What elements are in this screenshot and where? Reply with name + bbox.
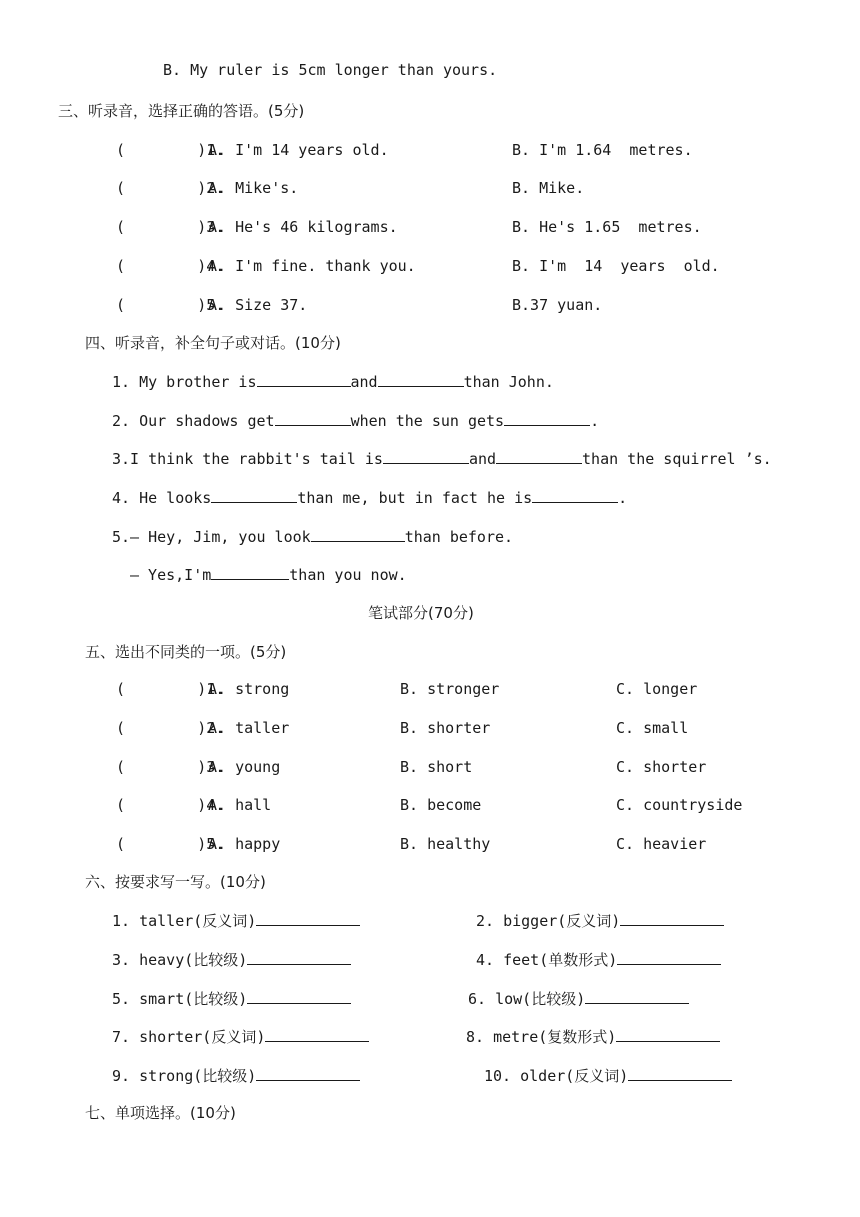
write-item-5: 5. smart(比较级) (112, 989, 351, 1009)
write-item-9: 9. strong(比较级) (112, 1066, 360, 1086)
write-item-4: 4. feet(单数形式) (476, 950, 721, 970)
section-4-title: 四、听录音，补全句子或对话。(10分) (85, 334, 341, 352)
section-3-title: 三、听录音，选择正确的答语。(5分) (58, 102, 305, 120)
section-5-title: 五、选出不同类的一项。(5分) (85, 643, 287, 661)
blank-field[interactable] (265, 1027, 369, 1042)
blank-field[interactable] (247, 950, 351, 965)
answer-bracket[interactable]: ( )3. (116, 758, 225, 776)
section-6-title: 六、按要求写一写。(10分) (85, 873, 266, 891)
option-b[interactable]: B. stronger (400, 680, 500, 698)
blank-field[interactable] (257, 372, 351, 387)
answer-bracket[interactable]: ( )3. (116, 218, 225, 236)
option-a[interactable]: A. strong (208, 680, 290, 698)
option-c[interactable]: C. countryside (616, 796, 743, 814)
blank-field[interactable] (256, 911, 360, 926)
option-b[interactable]: B. I'm 14 years old. (512, 257, 720, 275)
fill-sentence-1: 1. My brother is and than John. (112, 373, 554, 391)
blank-field[interactable] (585, 989, 689, 1004)
write-item-1: 1. taller(反义词) (112, 911, 360, 931)
blank-field[interactable] (275, 411, 351, 426)
fill-sentence-4: 4. He looks than me, but in fact he is . (112, 489, 628, 507)
write-item-10: 10. older(反义词) (484, 1066, 732, 1086)
option-b[interactable]: B. I'm 1.64 metres. (512, 141, 693, 159)
written-part-heading: 笔试部分(70分) (368, 604, 474, 622)
option-b[interactable]: B. He's 1.65 metres. (512, 218, 702, 236)
blank-field[interactable] (311, 527, 405, 542)
blank-field[interactable] (617, 950, 721, 965)
fill-sentence-2: 2. Our shadows get when the sun gets . (112, 412, 600, 430)
option-b[interactable]: B. short (400, 758, 473, 776)
option-b[interactable]: B. shorter (400, 719, 491, 737)
blank-field[interactable] (211, 488, 297, 503)
option-c[interactable]: C. small (616, 719, 689, 737)
option-b[interactable]: B. Mike. (512, 179, 585, 197)
blank-field[interactable] (383, 449, 469, 464)
section-7-title: 七、单项选择。(10分) (85, 1104, 236, 1122)
option-a[interactable]: A. hall (208, 796, 272, 814)
blank-field[interactable] (378, 372, 464, 387)
blank-field[interactable] (496, 449, 582, 464)
option-c[interactable]: C. longer (616, 680, 698, 698)
option-b[interactable]: B. become (400, 796, 482, 814)
previous-answer-option: B. My ruler is 5cm longer than yours. (163, 61, 498, 79)
option-a[interactable]: A. Mike's. (208, 179, 299, 197)
write-item-8: 8. metre(复数形式) (466, 1027, 720, 1047)
blank-field[interactable] (256, 1066, 360, 1081)
fill-dialogue-line-2: — Yes,I'm than you now. (130, 566, 407, 584)
option-c[interactable]: C. heavier (616, 835, 707, 853)
answer-bracket[interactable]: ( )1. (116, 680, 225, 698)
blank-field[interactable] (532, 488, 618, 503)
answer-bracket[interactable]: ( )2. (116, 179, 225, 197)
blank-field[interactable] (211, 565, 289, 580)
option-b[interactable]: B.37 yuan. (512, 296, 603, 314)
write-item-3: 3. heavy(比较级) (112, 950, 351, 970)
option-a[interactable]: A. Size 37. (208, 296, 308, 314)
option-b[interactable]: B. healthy (400, 835, 491, 853)
answer-bracket[interactable]: ( )2. (116, 719, 225, 737)
fill-sentence-3: 3.I think the rabbit's tail is and than the squirrel ’s. (112, 450, 772, 468)
blank-field[interactable] (620, 911, 724, 926)
answer-bracket[interactable]: ( )5. (116, 296, 225, 314)
write-item-6: 6. low(比较级) (468, 989, 689, 1009)
fill-dialogue-line-1: 5.— Hey, Jim, you look than before. (112, 528, 514, 546)
answer-bracket[interactable]: ( )4. (116, 796, 225, 814)
answer-bracket[interactable]: ( )5. (116, 835, 225, 853)
blank-field[interactable] (247, 989, 351, 1004)
write-item-7: 7. shorter(反义词) (112, 1027, 369, 1047)
option-a[interactable]: A. He's 46 kilograms. (208, 218, 398, 236)
option-a[interactable]: A. happy (208, 835, 281, 853)
write-item-2: 2. bigger(反义词) (476, 911, 724, 931)
blank-field[interactable] (504, 411, 590, 426)
answer-bracket[interactable]: ( )1. (116, 141, 225, 159)
option-a[interactable]: A. I'm 14 years old. (208, 141, 389, 159)
option-a[interactable]: A. I'm fine. thank you. (208, 257, 416, 275)
blank-field[interactable] (628, 1066, 732, 1081)
blank-field[interactable] (616, 1027, 720, 1042)
option-a[interactable]: A. young (208, 758, 281, 776)
answer-bracket[interactable]: ( )4. (116, 257, 225, 275)
option-c[interactable]: C. shorter (616, 758, 707, 776)
option-a[interactable]: A. taller (208, 719, 290, 737)
